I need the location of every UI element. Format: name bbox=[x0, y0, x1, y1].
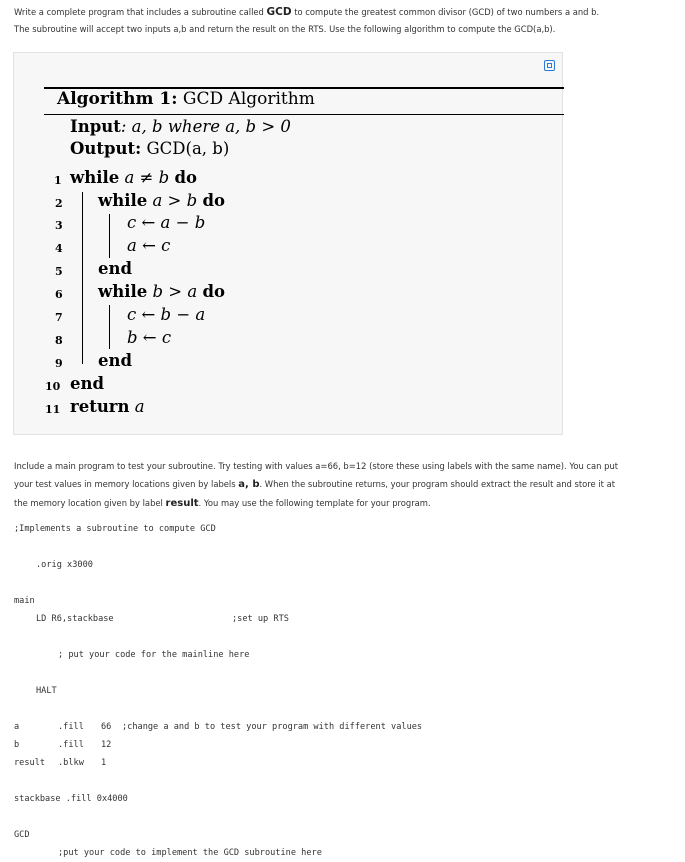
inner-loop-bar-2 bbox=[109, 305, 110, 349]
algorithm-line-5: end bbox=[98, 259, 133, 278]
algorithm-line-1: while a ≠ b do bbox=[70, 168, 197, 187]
para-line-2: your test values in memory locations given by labels a, b. When the subroutine returns, your program should extract the result and store it at bbox=[14, 479, 616, 490]
algorithm-line-9: end bbox=[98, 351, 133, 370]
inner-loop-bar-1 bbox=[109, 214, 110, 258]
algorithm-line-11: return a bbox=[70, 397, 145, 416]
code-result-label: result bbox=[14, 758, 46, 768]
code-gcd-comment: ;put your code to implement the GCD subroutine here bbox=[58, 848, 322, 858]
line-number: 11 bbox=[45, 403, 61, 416]
algorithm-line-3: c ← a − b bbox=[127, 213, 206, 232]
code-result-val: 1 bbox=[101, 758, 107, 768]
para-line-3: the memory location given by label result. You may use the following template for your program. bbox=[14, 498, 431, 509]
code-a-label: a bbox=[14, 722, 20, 732]
code-result-op: .blkw bbox=[58, 758, 84, 768]
outer-loop-bar bbox=[82, 192, 83, 364]
code-b-label: b bbox=[14, 740, 20, 750]
line-number: 6 bbox=[55, 288, 63, 301]
code-ld-comment: ;set up RTS bbox=[232, 614, 289, 624]
line-number: 3 bbox=[55, 219, 63, 232]
line-number: 4 bbox=[55, 242, 63, 255]
code-ld: LD R6,stackbase bbox=[36, 614, 114, 624]
code-stackbase: stackbase .fill 0x4000 bbox=[14, 794, 128, 804]
algorithm-output: Output: GCD(a, b) bbox=[70, 139, 230, 158]
line-number: 8 bbox=[55, 334, 63, 347]
code-a-comment: ;change a and b to test your program with different values bbox=[122, 722, 423, 732]
algorithm-line-6: while b > a do bbox=[98, 282, 225, 301]
intro-line-1: Write a complete program that includes a subroutine called GCD to compute the greatest common divisor (GCD) of two numbers a and b. bbox=[14, 6, 600, 18]
line-number: 2 bbox=[55, 197, 63, 210]
code-orig: .orig x3000 bbox=[36, 560, 93, 570]
code-halt: HALT bbox=[36, 686, 57, 696]
instructions-text bbox=[14, 457, 674, 513]
algorithm-input: Input: a, b where a, b > 0 bbox=[70, 117, 291, 136]
code-comment: ;Implements a subroutine to compute GCD bbox=[14, 524, 216, 534]
algorithm-title-rule bbox=[44, 114, 564, 115]
line-number: 7 bbox=[55, 311, 63, 324]
algorithm-line-4: a ← c bbox=[127, 236, 171, 255]
code-a-val: 66 bbox=[101, 722, 112, 732]
algorithm-line-7: c ← b − a bbox=[127, 305, 206, 324]
expand-image-icon[interactable] bbox=[544, 60, 555, 71]
intro-text bbox=[14, 4, 674, 38]
algorithm-title: Algorithm 1: GCD Algorithm bbox=[57, 89, 315, 109]
line-number: 10 bbox=[45, 380, 61, 393]
algorithm-line-8: b ← c bbox=[127, 328, 172, 347]
code-b-val: 12 bbox=[101, 740, 112, 750]
algorithm-line-10: end bbox=[70, 374, 105, 393]
intro-line-2: The subroutine will accept two inputs a,b and return the result on the RTS. Use the following algorithm to compute the GCD(a,b). bbox=[14, 24, 556, 34]
gcd-highlight: GCD bbox=[266, 6, 292, 18]
algorithm-line-2: while a > b do bbox=[98, 191, 225, 210]
code-mainline-comment: ; put your code for the mainline here bbox=[58, 650, 250, 660]
para-line-1: Include a main program to test your subroutine. Try testing with values a=66, b=12 (store these using labels with the same name). You can put bbox=[14, 461, 619, 471]
code-a-op: .fill bbox=[58, 722, 84, 732]
line-number: 9 bbox=[55, 357, 63, 370]
line-number: 1 bbox=[54, 174, 62, 187]
code-gcd-label: GCD bbox=[14, 830, 30, 840]
code-main-label: main bbox=[14, 596, 35, 606]
code-b-op: .fill bbox=[58, 740, 84, 750]
line-number: 5 bbox=[55, 265, 63, 278]
